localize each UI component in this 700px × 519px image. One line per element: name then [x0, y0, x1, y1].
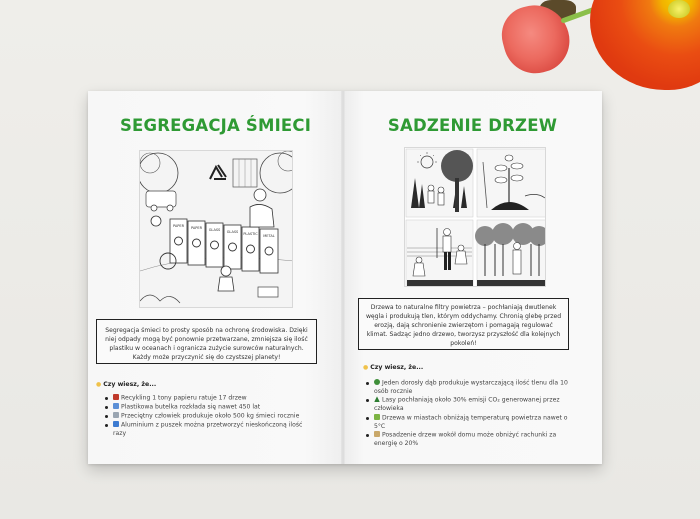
info-box: Segregacja śmieci to prosty sposób na ochronę środowiska. Dzięki niej odpady mogą być ponownie przetwarzane, zmniejsza się ilość plastiku w oceanach i ogranicza zużycie surowców naturalnych. Każdy może przyczynić się do czystszej planety!: [96, 319, 317, 364]
list-item: Jeden dorosły dąb produkuje wystarczającą ilość tlenu dla 10 osób rocznie: [365, 379, 575, 396]
list-item: Lasy pochłaniają około 30% emisji CO₂ generowanej przez człowieka: [365, 396, 575, 413]
cup-icon: [113, 403, 119, 409]
did-you-know-heading: ● Czy wiesz, że...: [363, 364, 424, 371]
svg-text:PAPER: PAPER: [190, 226, 203, 230]
factory-icon: [113, 394, 119, 400]
facts-list: [365, 379, 575, 448]
list-item: Drzewa w miastach obniżają temperaturę powietrza nawet o 5°C: [365, 414, 575, 431]
recycling-illustration: [139, 150, 293, 308]
list-item: Posadzenie drzew wokół domu może obniżyć rachunki za energię o 20%: [365, 431, 575, 448]
facts-list: [104, 394, 304, 438]
leaf-icon: [374, 414, 380, 420]
open-booklet: [88, 91, 602, 464]
info-box: Drzewa to naturalne filtry powietrza – pochłaniają dwutlenek węgla i produkują tlen, którym oddychamy. Chronią glebę przed erozją, dają schronienie zwierzętom i pomagają regulować klimat. Sadząc jedno drzewo, tworzysz przyszłość dla kolejnych pokoleń!: [358, 298, 569, 350]
svg-text:PLASTIC: PLASTIC: [243, 232, 258, 236]
trash-can-icon: [113, 412, 119, 418]
lightbulb-icon: ●: [96, 381, 102, 388]
recycle-icon: [113, 421, 119, 427]
left-page: [88, 91, 343, 464]
right-page: [343, 91, 602, 464]
poppy-center: [668, 0, 690, 18]
lightbulb-icon: ●: [363, 364, 369, 371]
evergreen-tree-icon: [374, 396, 380, 402]
page-title: SADZENIE DRZEW: [387, 116, 558, 135]
svg-text:GLASS: GLASS: [226, 230, 239, 234]
svg-text:METAL: METAL: [263, 234, 275, 238]
svg-text:GLASS: GLASS: [208, 228, 221, 232]
house-icon: [374, 431, 380, 437]
booklet-spine: [341, 91, 345, 464]
list-item: Plastikowa butelka rozkłada się nawet 450 lat: [104, 403, 304, 412]
deciduous-tree-icon: [374, 379, 380, 385]
did-you-know-heading: ● Czy wiesz, że...: [96, 381, 157, 388]
svg-text:PAPER: PAPER: [172, 224, 185, 228]
list-item: Aluminium z puszek można przetworzyć nieskończoną ilość razy: [104, 421, 304, 438]
list-item: Przeciętny człowiek produkuje około 500 kg śmieci rocznie: [104, 412, 304, 421]
list-item: Recykling 1 tony papieru ratuje 17 drzew: [104, 394, 304, 403]
page-title: SEGREGACJA ŚMIECI: [119, 116, 312, 135]
tree-planting-illustration: [404, 147, 546, 287]
